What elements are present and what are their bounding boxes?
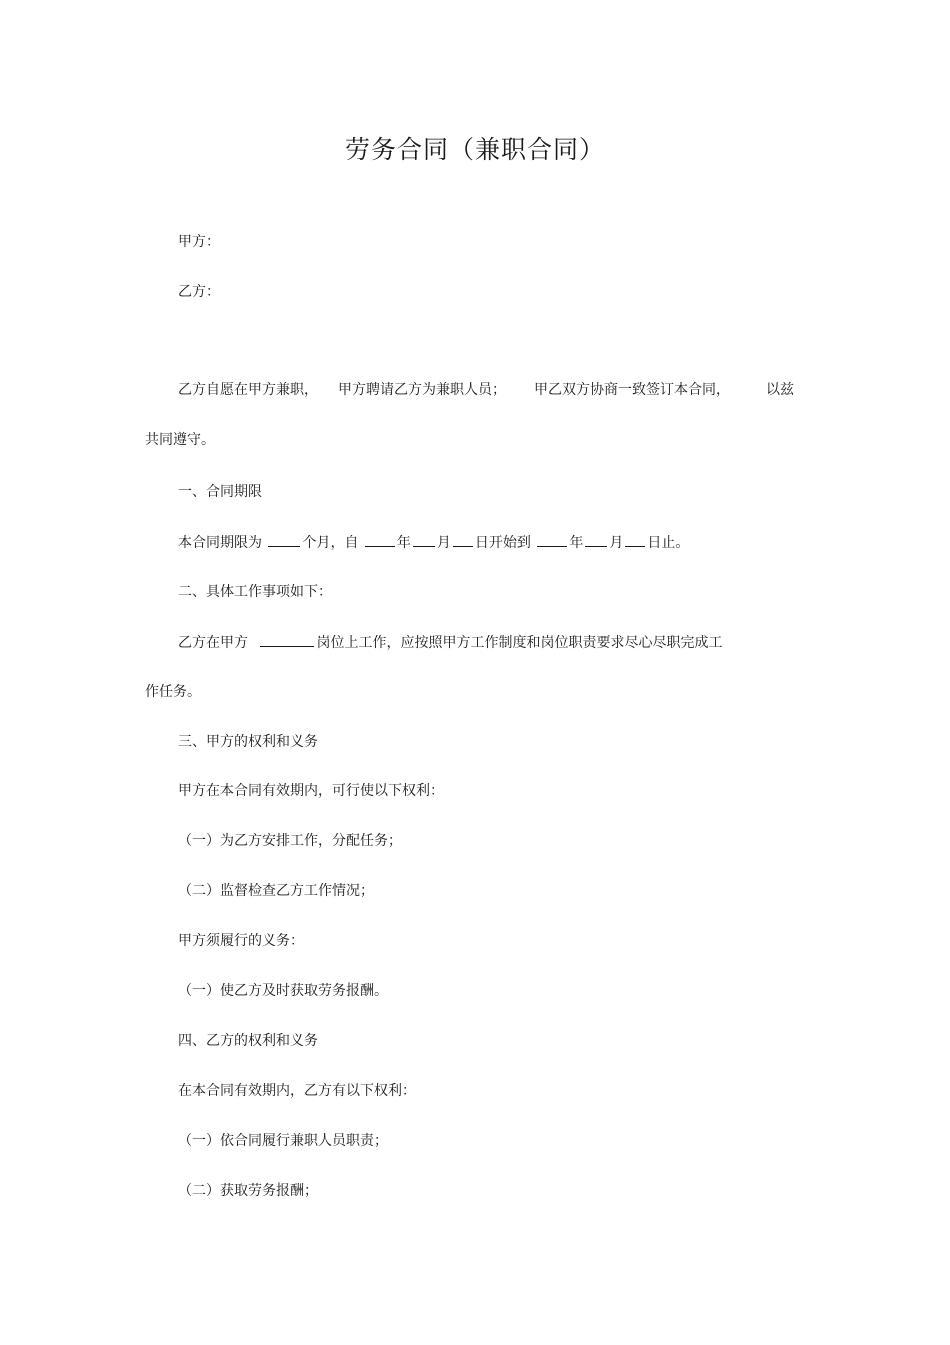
section-2-heading: 二、具体工作事项如下：: [178, 584, 332, 600]
intro-seg-2: 甲方聘请乙方为兼职人员；: [338, 382, 506, 398]
party-a-label: 甲方：: [178, 234, 220, 250]
end-year-blank: [537, 532, 567, 547]
intro-seg-4: 以兹: [766, 382, 794, 398]
party-b-right-2: （二）获取劳务报酬；: [178, 1183, 318, 1199]
party-a-duty-1: （一）使乙方及时获取劳务报酬。: [178, 983, 388, 999]
party-a-right-2: （二）监督检查乙方工作情况；: [178, 883, 374, 899]
intro-seg-1: 乙方自愿在甲方兼职，: [178, 382, 318, 398]
party-b-right-1: （一）依合同履行兼职人员职责；: [178, 1133, 388, 1149]
term-text-6: 年: [569, 535, 584, 551]
start-day-blank: [453, 532, 473, 547]
party-b-label: 乙方：: [178, 284, 220, 300]
term-text-5: 日开始到: [474, 535, 531, 551]
end-day-blank: [625, 532, 645, 547]
section-1-heading: 一、合同期限: [178, 484, 262, 500]
term-text-1: 本合同期限为: [178, 535, 262, 551]
contract-term-line: [178, 532, 689, 553]
work-text-1: 乙方在甲方: [178, 635, 248, 651]
months-blank: [268, 532, 300, 547]
document-title: 劳务合同（兼职合同）: [344, 135, 605, 164]
intro-seg-3: 甲乙双方协商一致签订本合同，: [534, 382, 730, 398]
term-text-8: 日止。: [647, 535, 690, 551]
work-item-line-1: [178, 632, 722, 653]
end-month-blank: [585, 532, 607, 547]
term-text-2: 个月，自: [302, 535, 359, 551]
term-text-3: 年: [396, 535, 411, 551]
section-3-heading: 三、甲方的权利和义务: [178, 734, 318, 750]
intro-paragraph: [178, 380, 794, 400]
term-text-4: 月: [436, 535, 451, 551]
term-text-7: 月: [609, 535, 624, 551]
party-b-rights-intro: 在本合同有效期内，乙方有以下权利：: [178, 1083, 416, 1099]
start-year-blank: [365, 532, 395, 547]
party-a-right-1: （一）为乙方安排工作，分配任务；: [178, 833, 402, 849]
party-a-duties-intro: 甲方须履行的义务：: [178, 933, 304, 949]
start-month-blank: [413, 532, 435, 547]
position-blank: [260, 632, 314, 647]
intro-continuation: 共同遵守。: [145, 432, 215, 448]
work-item-line-2: 作任务。: [145, 684, 201, 700]
section-4-heading: 四、乙方的权利和义务: [178, 1033, 318, 1049]
work-text-2: 岗位上工作，应按照甲方工作制度和岗位职责要求尽心尽职完成工: [316, 635, 723, 651]
party-a-rights-intro: 甲方在本合同有效期内，可行使以下权利：: [178, 783, 444, 799]
